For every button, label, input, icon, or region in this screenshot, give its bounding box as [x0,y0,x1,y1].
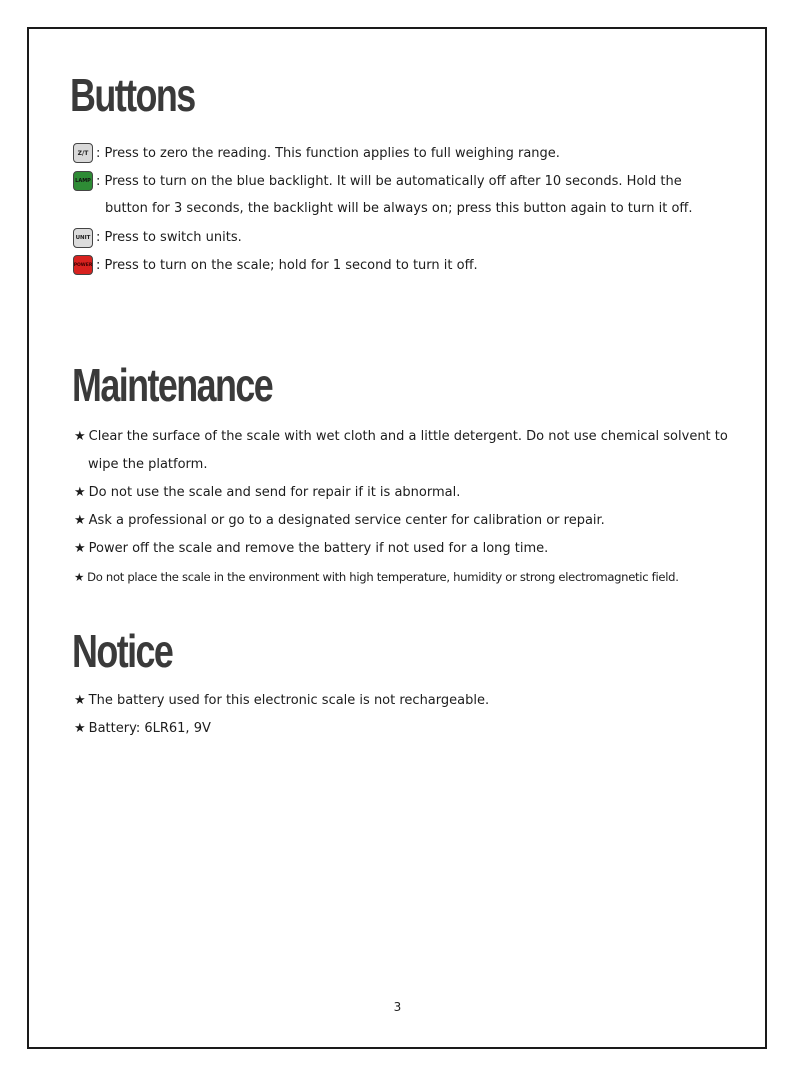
maintenance-item-text: Ask a professional or go to a designated service center for calibration or repair. [88,513,605,528]
lamp-description-line-1: : Press to turn on the blue backlight. It will be automatically off after 10 seconds. Hold the [96,174,682,189]
zero-tare-key-icon: Z/T [73,143,93,163]
star-bullet-icon: ★ [74,570,85,584]
star-bullet-icon: ★ [74,429,86,444]
power-description: : Press to turn on the scale; hold for 1 second to turn it off. [96,258,478,273]
maintenance-item-text: Do not place the scale in the environment with high temperature, humidity or strong electromagnetic field. [87,570,679,584]
buttons-heading: Buttons [70,69,195,121]
notice-item [74,692,489,710]
notice-heading: Notice [72,625,173,677]
maintenance-item-continuation: wipe the platform. [88,457,208,472]
power-key-icon: POWER [73,255,93,275]
star-bullet-icon: ★ [74,513,86,528]
star-bullet-icon: ★ [74,693,86,708]
notice-item [74,720,211,738]
maintenance-item [74,540,548,558]
page-number: 3 [393,1000,402,1014]
notice-item-text: The battery used for this electronic scale is not rechargeable. [88,693,490,708]
maintenance-item [74,484,460,502]
lamp-key-icon: LAMP [73,171,93,191]
unit-key-icon: UNIT [73,228,93,248]
notice-item-text: Battery: 6LR61, 9V [88,721,211,736]
maintenance-item [74,512,605,530]
maintenance-item [74,568,679,586]
maintenance-item-text: Clear the surface of the scale with wet cloth and a little detergent. Do not use chemical solvent to [88,429,728,444]
star-bullet-icon: ★ [74,541,86,556]
maintenance-heading: Maintenance [72,359,273,411]
maintenance-item-text: Do not use the scale and send for repair if it is abnormal. [88,485,461,500]
maintenance-item-text: Power off the scale and remove the battery if not used for a long time. [88,541,549,556]
zt-description: : Press to zero the reading. This function applies to full weighing range. [96,146,560,161]
maintenance-item [74,428,728,446]
star-bullet-icon: ★ [74,485,86,500]
unit-description: : Press to switch units. [96,230,242,245]
lamp-description-line-2: button for 3 seconds, the backlight will be always on; press this button again to turn it off. [105,201,693,216]
star-bullet-icon: ★ [74,721,86,736]
